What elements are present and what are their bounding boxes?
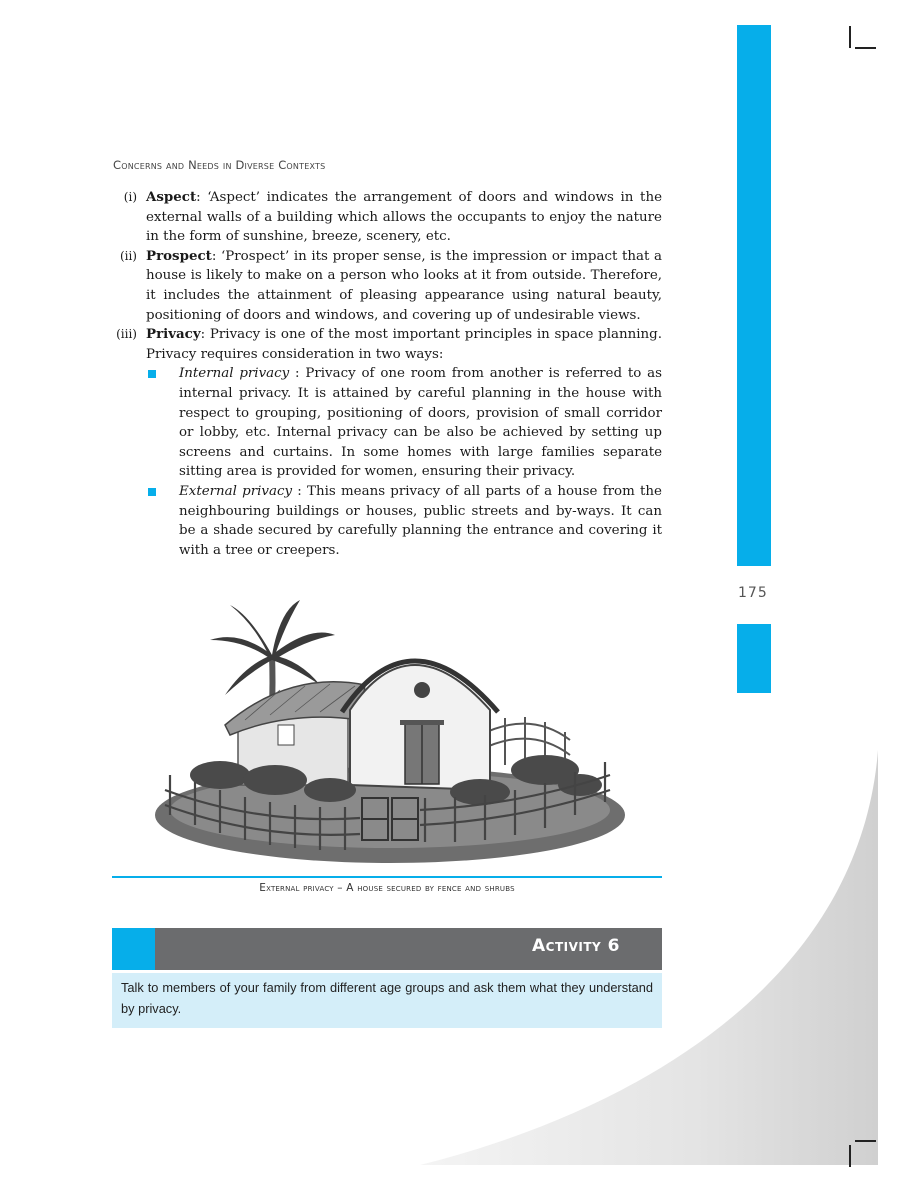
item-number: (i) — [123, 190, 137, 204]
house-fence-illustration — [150, 600, 630, 870]
item-number: (ii) — [119, 248, 137, 263]
crop-mark — [849, 26, 851, 48]
page-number: 175 — [738, 585, 768, 601]
bullet-square-icon — [148, 370, 156, 378]
list-item-external-privacy — [146, 482, 662, 560]
crop-mark — [855, 1140, 876, 1142]
body-text — [112, 188, 662, 560]
activity-accent-block — [112, 928, 155, 970]
list-item-internal-privacy — [146, 364, 662, 482]
bullet-square-icon — [148, 488, 156, 496]
running-head: Concerns and Needs in Diverse Contexts — [113, 158, 326, 172]
term-aspect: Aspect — [146, 189, 197, 205]
bullet-text: : Privacy of one room from another is referred to as internal privacy. It is attained by careful planning in the house with respect to grouping, positioning of doors, provision of small corridor or lobby, etc. Internal privacy can be also be achieved by setting up screens and curtains. In some homes with large families separate sitting area is provided for women, ensuring their privacy. — [179, 366, 662, 480]
term-internal-privacy: Internal privacy — [179, 366, 290, 382]
side-accent-bar-bottom — [737, 624, 771, 693]
term-prospect: Prospect — [146, 247, 212, 264]
activity-header — [112, 928, 662, 970]
privacy-types-list — [146, 364, 662, 560]
item-text: : ‘Aspect’ indicates the arrangement of doors and windows in the external walls of a building which allows the occupants to enjoy the nature in the form of sunshine, breeze, scenery, etc. — [146, 190, 662, 245]
crop-mark — [849, 1145, 851, 1167]
item-text: : ‘Prospect’ in its proper sense, is the impression or impact that a house is likely to make on a person who looks at it from outside. Therefore, it includes the attainment of pleasing appearance using natural beauty, positioning of doors and windows, and covering up of undesirable views. — [146, 248, 662, 323]
figure-caption: External privacy – A house secured by fence and shrubs — [259, 882, 515, 894]
item-text: : Privacy is one of the most important principles in space planning. Privacy requires consideration in two ways: — [146, 327, 662, 362]
crop-mark — [855, 47, 876, 49]
term-privacy: Privacy — [146, 326, 201, 343]
side-accent-bar-top — [737, 25, 771, 566]
principle-item-prospect — [112, 247, 662, 325]
bullet-text: : This means privacy of all parts of a house from the neighbouring buildings or houses, public streets and by-ways. It can be a shade secured by carefully planning the entrance and covering it with a tree or creepers. — [179, 483, 662, 558]
term-external-privacy: External privacy — [179, 483, 293, 499]
figure-rule — [112, 876, 662, 878]
item-number: (iii) — [116, 327, 137, 342]
activity-title: Activity 6 — [532, 936, 620, 956]
principle-item-aspect — [112, 188, 662, 247]
principle-item-privacy — [112, 325, 662, 560]
activity-text: Talk to members of your family from different age groups and ask them what they understand by privacy. — [112, 973, 662, 1028]
